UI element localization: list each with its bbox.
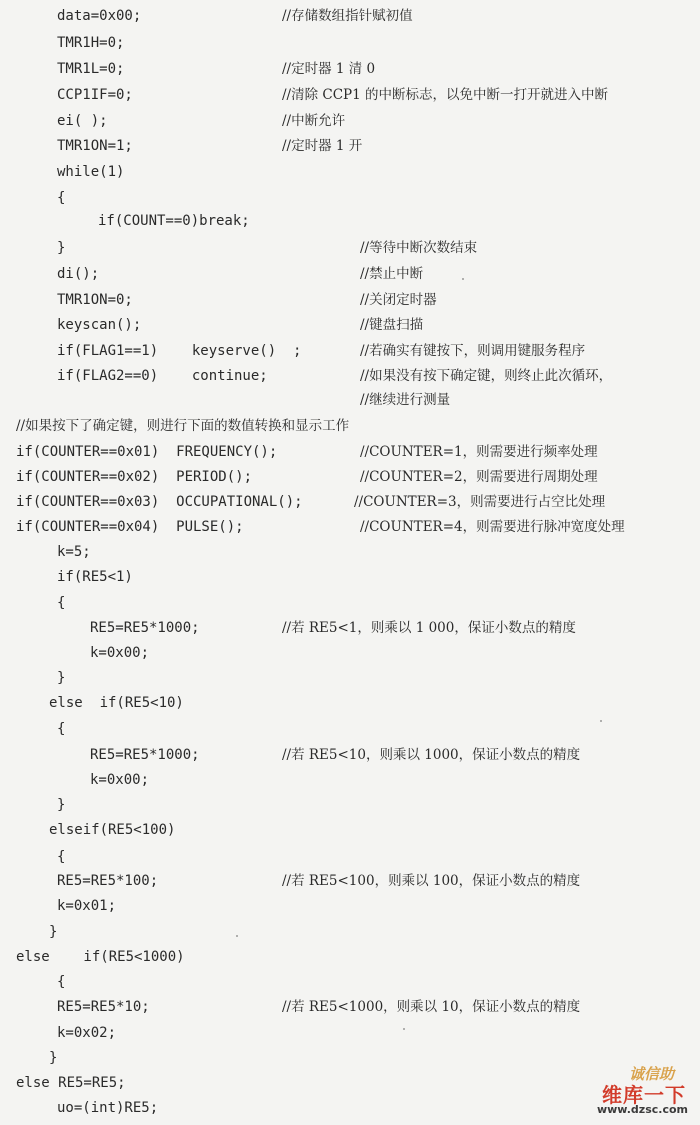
watermark-logo-text: 诚信助 xyxy=(628,1065,674,1083)
code-line: if(COUNT==0)break; xyxy=(98,213,250,229)
code-comment: //若 RE5<100，则乘以 100，保证小数点的精度 xyxy=(282,873,581,889)
code-comment: //COUNTER=4，则需要进行脉冲宽度处理 xyxy=(360,519,625,535)
code-comment: //COUNTER=3，则需要进行占空比处理 xyxy=(354,494,606,510)
code-line: ei( ); xyxy=(57,113,108,129)
code-comment: //COUNTER=1，则需要进行频率处理 xyxy=(360,444,598,460)
code-comment: //如果按下了确定键，则进行下面的数值转换和显示工作 xyxy=(16,418,350,434)
code-line: data=0x00; xyxy=(57,8,142,24)
code-line: k=0x01; xyxy=(57,898,117,914)
code-line: k=5; xyxy=(57,544,91,560)
code-comment: //定时器 1 开 xyxy=(282,138,363,154)
code-comment: //等待中断次数结束 xyxy=(360,240,478,256)
code-line: TMR1H=0; xyxy=(57,35,125,51)
code-line: RE5=RE5*1000; xyxy=(90,747,200,763)
code-comment: //COUNTER=2，则需要进行周期处理 xyxy=(360,469,598,485)
code-line: { xyxy=(57,974,66,990)
code-line: RE5=RE5*100; xyxy=(57,873,159,889)
code-comment: //禁止中断 xyxy=(360,266,424,282)
code-line: k=0x02; xyxy=(57,1025,117,1041)
code-comment: //如果没有按下确定键，则终止此次循环， xyxy=(360,368,613,384)
code-line: RE5=RE5*10; xyxy=(57,999,150,1015)
code-line: uo=(int)RE5; xyxy=(57,1100,159,1116)
code-line: TMR1L=0; xyxy=(57,61,125,77)
code-line: di(); xyxy=(57,266,100,282)
code-line: keyscan(); xyxy=(57,317,142,333)
code-line: if(COUNTER==0x02) PERIOD(); xyxy=(16,469,253,485)
code-line: if(FLAG1==1) keyserve() ; xyxy=(57,343,302,359)
code-comment: //键盘扫描 xyxy=(360,317,424,333)
code-comment: //若 RE5<1，则乘以 1 000，保证小数点的精度 xyxy=(282,620,576,636)
code-comment: //若 RE5<10，则乘以 1000，保证小数点的精度 xyxy=(282,747,581,763)
code-line: if(RE5<1) xyxy=(57,569,133,585)
code-line: { xyxy=(57,595,66,611)
watermark-logo xyxy=(582,1063,692,1119)
code-line: while(1) xyxy=(57,164,125,180)
code-comment: //若确实有键按下，则调用键服务程序 xyxy=(360,343,586,359)
code-line: { xyxy=(57,849,66,865)
code-comment: //定时器 1 清 0 xyxy=(282,61,376,77)
code-line: } xyxy=(57,797,66,813)
watermark-name: 维库一下 xyxy=(602,1083,686,1107)
code-line: if(COUNTER==0x03) OCCUPATIONAL(); xyxy=(16,494,303,510)
code-line: } xyxy=(49,924,58,940)
code-line: RE5=RE5*1000; xyxy=(90,620,200,636)
code-line: { xyxy=(57,190,66,206)
code-line: } xyxy=(49,1050,58,1066)
code-comment: //存储数组指针赋初值 xyxy=(282,8,413,24)
scan-speck xyxy=(236,935,238,937)
code-line: else if(RE5<10) xyxy=(49,695,184,711)
code-comment: //中断允许 xyxy=(282,113,346,129)
code-line: else RE5=RE5; xyxy=(16,1075,126,1091)
code-line: k=0x00; xyxy=(90,772,150,788)
code-line: if(COUNTER==0x04) PULSE(); xyxy=(16,519,244,535)
code-comment: //清除 CCP1 的中断标志，以免中断一打开就进入中断 xyxy=(282,87,609,103)
code-line: if(FLAG2==0) continue; xyxy=(57,368,268,384)
code-line: } xyxy=(57,240,66,256)
code-line: else if(RE5<1000) xyxy=(16,949,185,965)
code-line: CCP1IF=0; xyxy=(57,87,133,103)
code-comment: //关闭定时器 xyxy=(360,292,437,308)
code-line: TMR1ON=1; xyxy=(57,138,133,154)
code-line: if(COUNTER==0x01) FREQUENCY(); xyxy=(16,444,278,460)
code-line: } xyxy=(57,670,66,686)
code-line: { xyxy=(57,721,66,737)
code-line: elseif(RE5<100) xyxy=(49,822,176,838)
scan-speck xyxy=(600,720,602,722)
code-comment: //若 RE5<1000，则乘以 10，保证小数点的精度 xyxy=(282,999,581,1015)
scan-speck xyxy=(403,1028,405,1030)
watermark-url: www.dzsc.com xyxy=(596,1103,688,1116)
code-comment: //继续进行测量 xyxy=(360,392,451,408)
code-line: TMR1ON=0; xyxy=(57,292,133,308)
scan-speck xyxy=(462,278,464,280)
code-line: k=0x00; xyxy=(90,645,150,661)
